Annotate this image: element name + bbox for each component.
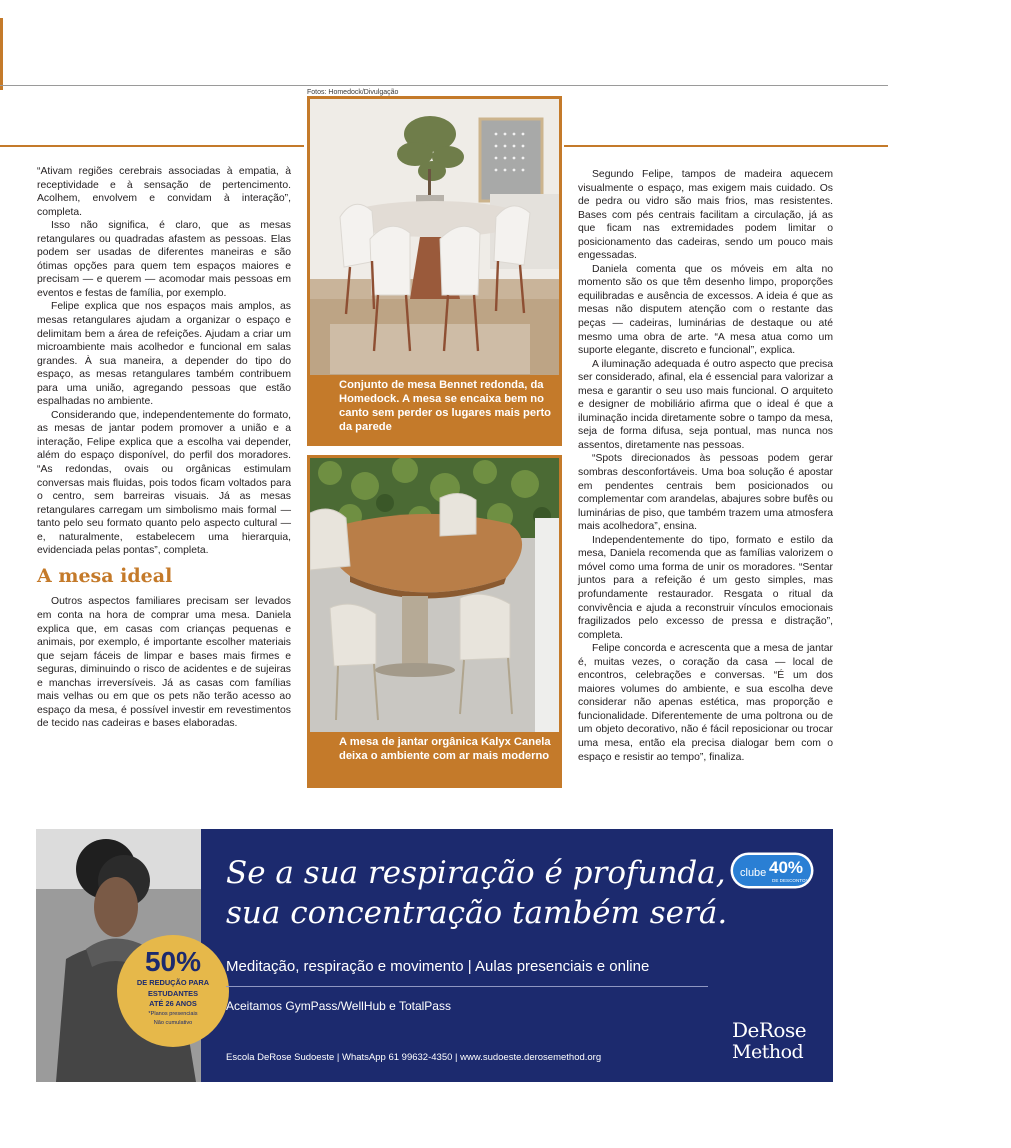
badge-note: *Planos presenciais [148, 1010, 198, 1017]
badge-line: DE REDUÇÃO PARA [136, 978, 210, 987]
header-rule-right [564, 145, 888, 147]
clube-label: clube [740, 867, 767, 879]
paragraph: “Spots direcionados às pessoas podem gerar sombras desconfortáveis. Uma boa solução é apostar em pendentes centrais bem posicionados ou complementar com arandelas, abajures sobre bufês ou luminárias de piso, que também trazem uma atmosfera mais acolhedora”, ensina. [578, 453, 833, 533]
paragraph: Felipe explica que nos espaços mais amplos, as mesas retangulares ajudam a organizar o espaço e delimitam bem a área de refeições. Ajudam a criar um microambiente mais acolhedor e funcional em salas grandes. À sua maneira, a depender do tipo do espaço, as mesas retangulares também contribuem para uma união, agregando pessoas que estão espalhadas no ambiente. [37, 301, 291, 408]
right-column [578, 168, 833, 764]
badge-percent: 50% [144, 946, 202, 977]
student-discount-badge [117, 935, 229, 1047]
ad-headline-line: Se a sua respiração é profunda, [226, 855, 726, 891]
clube-percent: 40% [769, 858, 804, 877]
paragraph: A iluminação adequada é outro aspecto que precisa ser considerado, afinal, ela é essencial para valorizar a mesa e garantir o seu uso mais funcional. O arquiteto e designer de mobiliário afirma que o ideal é que a iluminação incida diretamente sobre o tampo da mesa, seja de forma difusa, seja pontual, mas nunca nos assentos, diretamente nas pessoas. [578, 358, 833, 451]
ad-payment-info: Aceitamos GymPass/WellHub e TotalPass [226, 999, 451, 1013]
badge-line: ATÉ 26 ANOS [149, 999, 197, 1008]
header-rule-left [0, 145, 304, 147]
ad-headline-line: sua concentração também será. [226, 895, 728, 931]
paragraph: “Ativam regiões cerebrais associadas à empatia, à receptividade e à sensação de pertencimento. Acolhem, envolvem e convidam à interação”, completa. [37, 166, 291, 218]
clube-sub: DE DESCONTO* [772, 878, 808, 883]
badge-line: ESTUDANTES [147, 988, 199, 998]
paragraph: Daniela comenta que os móveis em alta no momento são os que têm desenho limpo, proporções equilibradas e ausência de excessos. A ideia é que as mesas não disputem atenção com o restante das peças — cadeiras, luminárias de destaque ou até mesmo uma obra de arte. “A mesa atua como um suporte elegante, discreto e funcional”, explica. [578, 263, 833, 357]
ad-headline [226, 853, 727, 933]
badge-note: Não cumulativo [153, 1019, 193, 1026]
paragraph: Considerando que, independentemente do formato, as mesas de jantar podem promover a união e a interação, Felipe explica que a escolha vai depender, além do espaço disponível, do perfil dos moradores. “As redondas, ovais ou orgânicas estimulam conversas mais fluidas, pois todos ficam voltados para o centro, sem barreiras visuais. Já as mesas retangulares carregam um simbolismo mais formal — tanto pelo seu formato quanto pelo aspecto cultural — e, naturalmente, estabelecem uma hierarquia, evidenciada pelas pontas”, completa. [37, 409, 291, 557]
photo-frame-kalyx [307, 455, 562, 788]
left-margin-accent [0, 18, 3, 90]
ad-divider [226, 986, 708, 987]
photo-caption: Conjunto de mesa Bennet redonda, da Homedock. A mesa se encaixa bem no canto sem perder os lugares mais perto da parede [339, 379, 552, 433]
photo-credit: Fotos: Homedock/Divulgação [307, 89, 399, 96]
paragraph: Segundo Felipe, tampos de madeira aquecem visualmente o espaço, mas exigem mais cuidado. Os de pedra ou vidro são mais frios, mas resistentes. Bases com pés centrais facilitam a circulação, já as que ficam nas extremidades podem limitar o posicionamento das cadeiras, sendo um pouco mais engessadas. [578, 169, 833, 262]
paragraph: Independentemente do tipo, formato e estilo da mesa, Daniela recomenda que as famílias valorizem o móvel como uma forma de unir os moradores. “Sentar juntos para a refeição é um gesto simples, mas profundamente restaurador. Resgata o ritual da convivência e ajuda a reconstruir vínculos emocionais fragilizados pelo excesso de pressa e distração”, completa. [578, 534, 833, 641]
derose-method-logo [732, 1019, 806, 1063]
paragraph: Isso não significa, é claro, que as mesas retangulares ou quadradas afastem as pessoas. Elas podem ser usadas de diferentes maneiras e são ótimas opções para quem tem espaços maiores e precisam — e querem — acomodar mais pessoas em eventos e festas de família, por exemplo. [37, 220, 291, 299]
clube-discount-badge [730, 852, 814, 889]
paragraph: Outros aspectos familiares precisam ser levados em conta na hora de comprar uma mesa. Daniela explica que, em casas com crianças pequenas e animais, por exemplo, é importante escolher materiais que sejam fáceis de limpar e bases mais firmes e seguras, diminuindo o risco de acidentes e de sujeiras e manchas irreversíveis. Já as casas com famílias mais velhas ou em que os pets não terão acesso ao espaço da mesa, é possível investir em revestimentos de tecido nas cadeiras e bases elaboradas. [37, 596, 291, 730]
ad-subline: Meditação, respiração e movimento | Aulas presenciais e online [226, 958, 650, 975]
top-rule [0, 85, 888, 86]
paragraph: Felipe concorda e acrescenta que a mesa de jantar é, muitas vezes, o coração da casa — local de encontros, celebrações e conversas. “É um dos maiores volumes do ambiente, e sua escolha deve considerar não apenas estética, mas proporção e funcionalidade. Diferentemente de uma poltrona ou de um objeto decorativo, não é fácil reposicionar ou trocar uma mesa, então ela precisa dialogar bem com o espaço e resistir ao tempo”, finaliza. [578, 643, 833, 763]
photo-frame-bennet [307, 96, 562, 446]
ad-footer-contact[interactable]: Escola DeRose Sudoeste | WhatsApp 61 99632-4350 | www.sudoeste.derosemethod.org [226, 1052, 602, 1063]
photo-caption: A mesa de jantar orgânica Kalyx Canela deixa o ambiente com ar mais moderno [339, 736, 551, 762]
derose-advertisement[interactable] [36, 829, 833, 1082]
logo-line: DeRose [732, 1018, 807, 1042]
section-title: A mesa ideal [37, 564, 173, 587]
photo-organic-table [310, 458, 559, 732]
logo-line: Method [732, 1041, 804, 1063]
photo-round-table [310, 99, 559, 375]
left-column [37, 165, 291, 731]
